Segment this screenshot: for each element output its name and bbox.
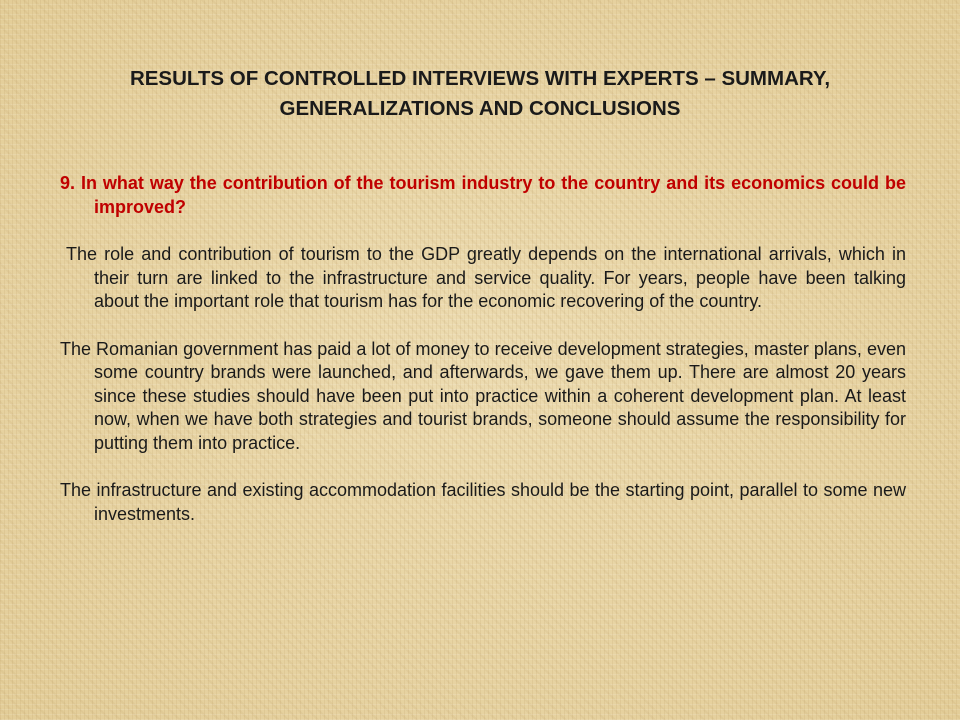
answer-paragraph-1: The role and contribution of tourism to the GDP greatly depends on the international arrivals, which in their turn are linked to the infrastructure and service quality. For years, people have been talking about the important role that tourism has for the economic recovering of the country. (66, 244, 906, 311)
answer-paragraph-2: The Romanian government has paid a lot of money to receive development strategies, master plans, even some country brands were launched, and afterwards, we gave them up. There are almost 20 years since these studies should have been put into practice within a coherent development plan. At least now, when we have both strategies and tourist brands, someone should assume the responsibility for putting them into practice. (60, 338, 906, 453)
question-heading: 9. In what way the contribution of the tourism industry to the country and its economics could be improved? (60, 173, 906, 217)
answer-paragraph-3: The infrastructure and existing accommodation facilities should be the starting point, parallel to some new investments. (60, 480, 906, 524)
slide-body (60, 172, 906, 550)
slide-title: RESULTS OF CONTROLLED INTERVIEWS WITH EXPERTS – SUMMARY, GENERALIZATIONS AND CONCLUSIONS (129, 67, 831, 120)
